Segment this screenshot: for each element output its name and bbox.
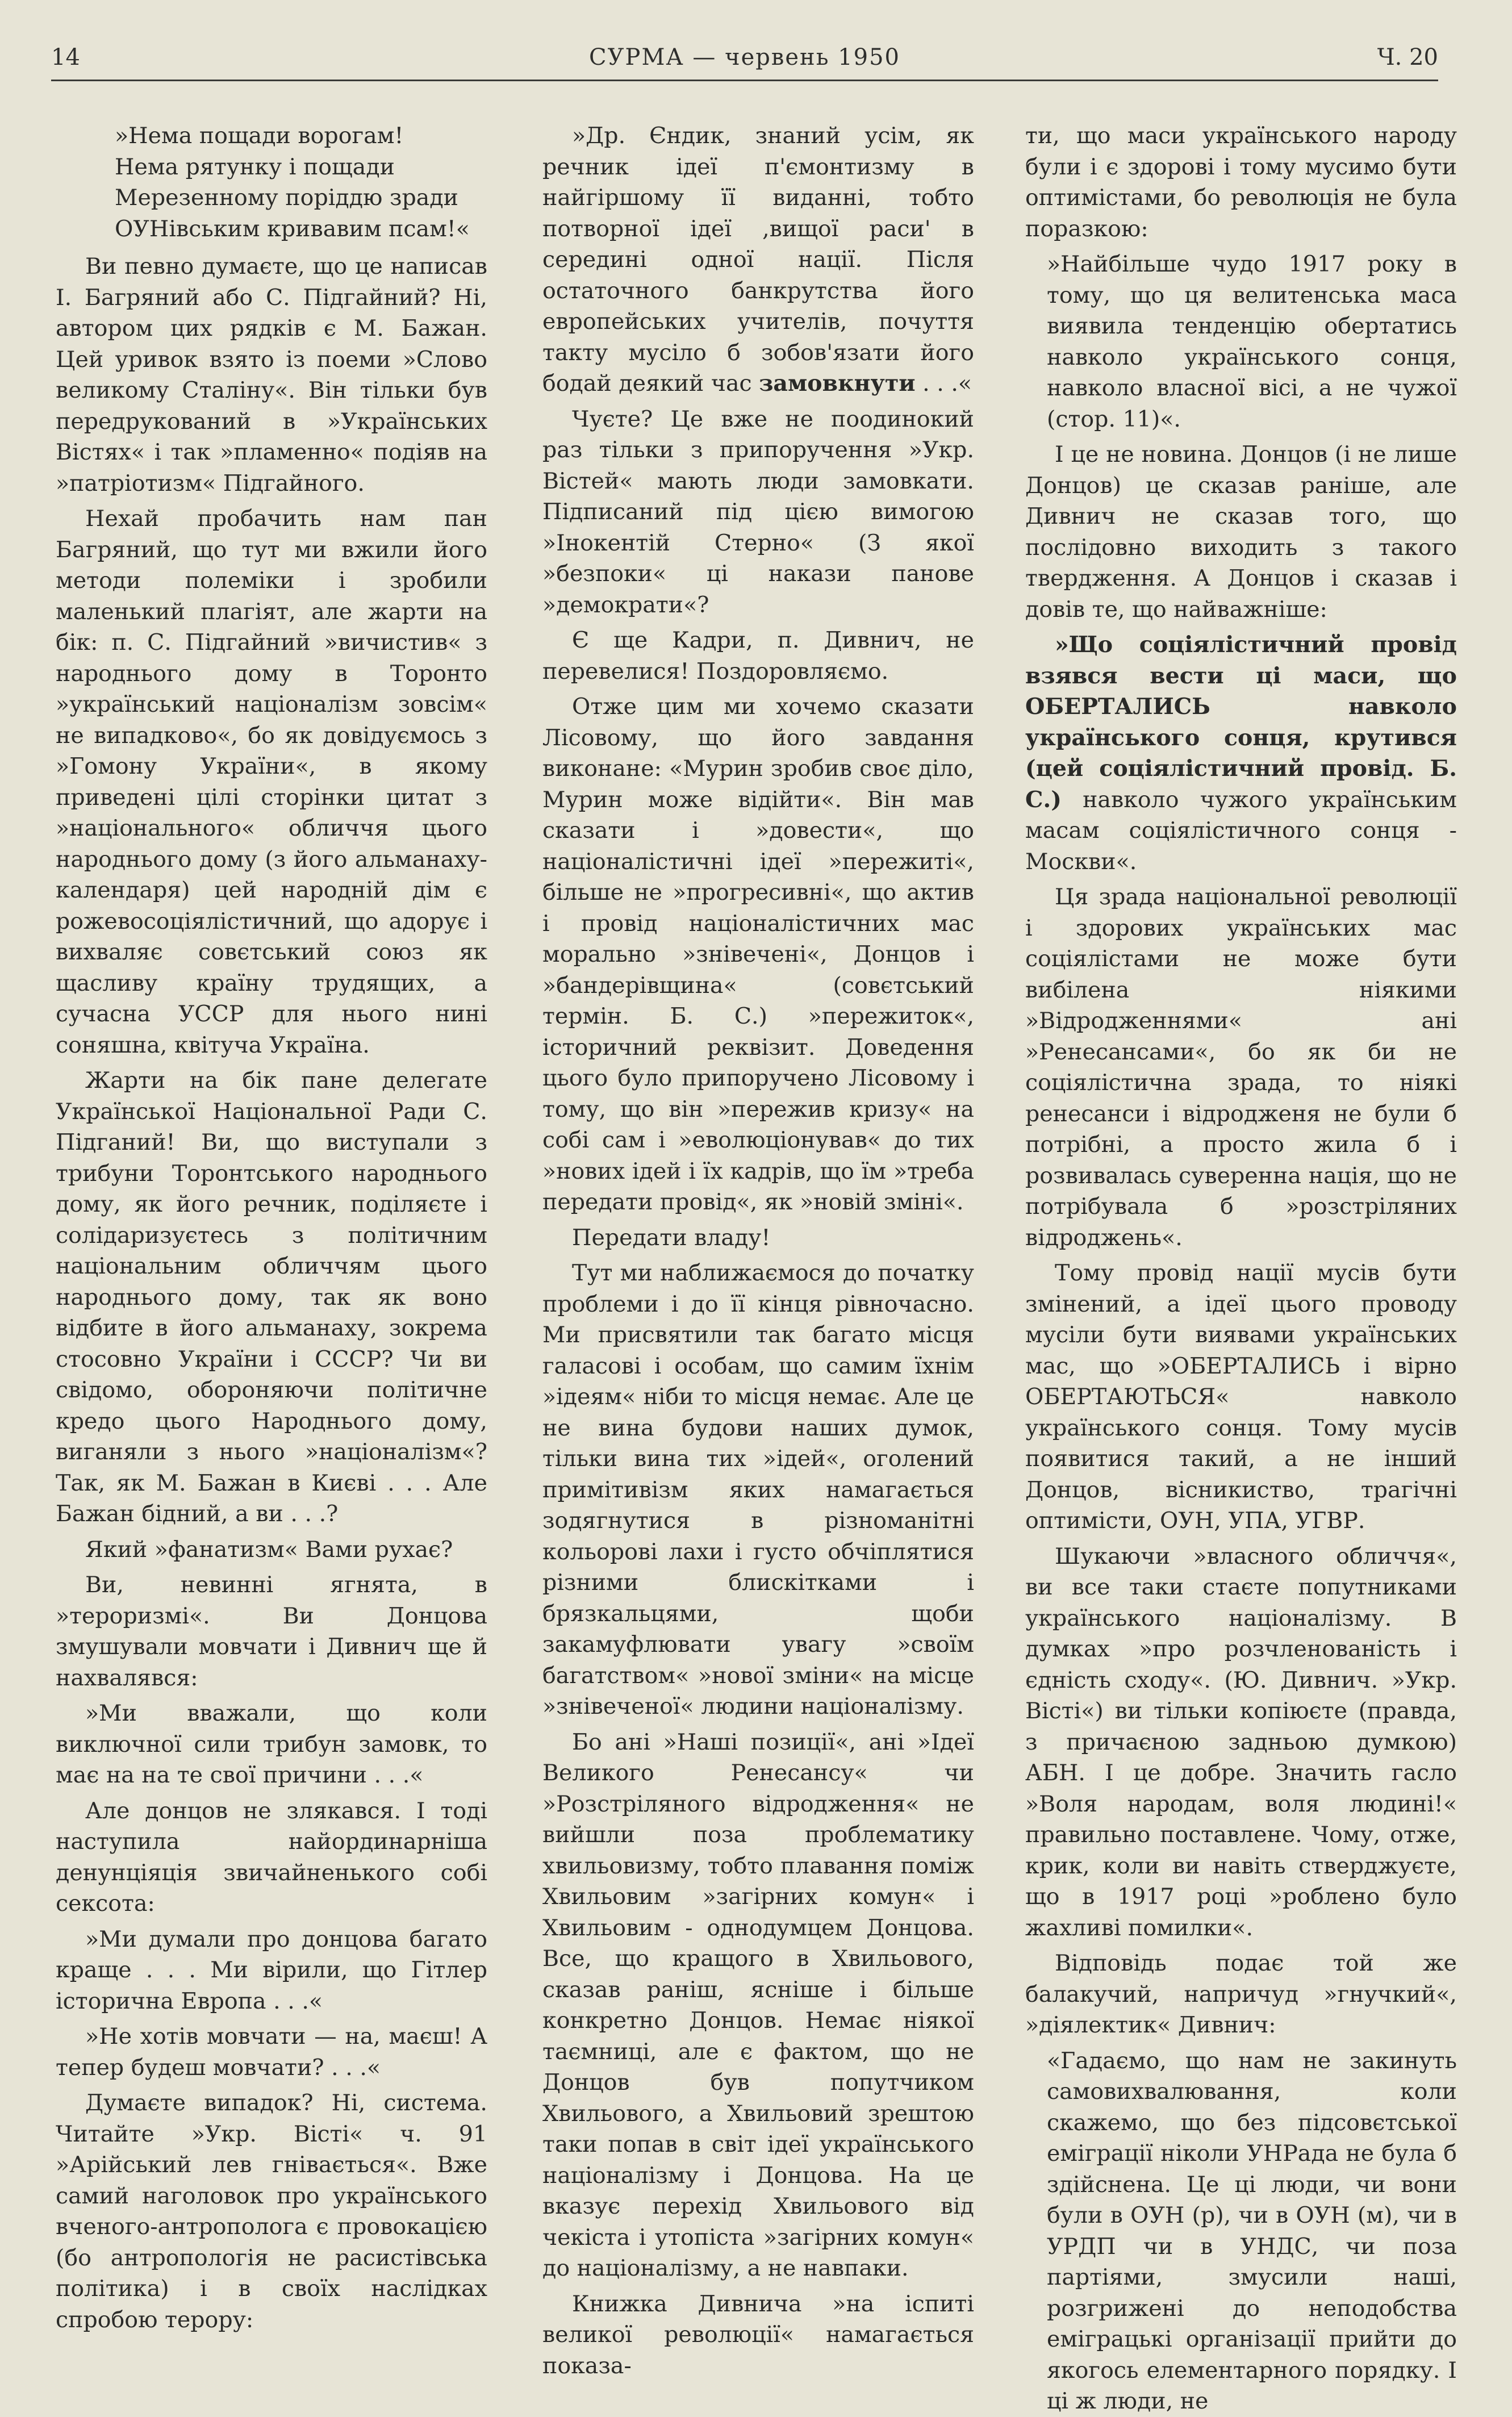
running-title: СУРМА — червень 1950 <box>589 44 900 70</box>
quote-rest: навколо чужого українським масам соціялістичного сонця - Москви«. <box>1025 786 1457 875</box>
header-rule <box>51 80 1438 81</box>
poem-line: Нема рятунку і пощади <box>115 153 395 180</box>
paragraph: Думаєте випадок? Ні, система. Читайте »Укр. Вісті« ч. 91 »Арійський лев гнівається«. Вже самий наголовок про українського вченого-антрополога є провокацією (бо антропологія не расистівська політика) і в своїх наслідках спробою терору: <box>56 2090 487 2333</box>
poem-line: ОУНівським кривавим псам!« <box>115 215 470 242</box>
paragraph: Тому провід нації мусів бути змінений, а ідеї цього проводу мусіли бути виявами українських мас, що »ОБЕРТАЛИСЬ і вірно ОБЕРТАЮТЬСЯ« навколо українського сонця. Тому мусів появитися такий, а не інший Донцов, вісникиство, трагічні оптимісти, ОУН, УПА, УГВР. <box>1025 1260 1457 1534</box>
paragraph: Жарти на бік пане делегате Української Національної Ради С. Підганий! Ви, що виступали з трибуни Торонтського народнього дому, як його речник, поділяєте і солідаризуєтесь з політичним національним обличчям цього народнього дому, так як воно відбите в його альманаху, зокрема стосовно України і СССР? Чи ви свідомо, обороняючи політичне кредо цього Народнього дому, виганяли з нього »націоналізм«? Так, як М. Бажан в Києві . . . Але Бажан бідний, а ви . . .? <box>56 1067 487 1527</box>
page-header <box>51 44 1438 78</box>
quote-ending: . . .« <box>915 370 972 396</box>
paragraph: Чуєте? Це вже не поодинокий раз тільки з припоручення »Укр. Вістей« мають люди замовкати. Підписаний під цією вимогою »Інокентій Стерно« (З якої »безпоки« ці накази панове »демократи«? <box>542 406 974 618</box>
poem-line: Мерезенному поріддю зради <box>115 185 458 211</box>
page-number: 14 <box>51 44 80 70</box>
paragraph: Бо ані »Наші позиції«, ані »Ідеї Великого Ренесансу« чи »Розстріляного відродження« не вийшли поза проблематику хвильовизму, тобто плавання поміж Хвильовим »загірних комун« і Хвильовим - однодумцем Донцова. Все, що кращого в Хвильового, сказав раніш, ясніше і більше конкретно Донцов. Немає ніякої таємниці, але є фактом, що не Донцов був попутчиком Хвильового, а Хвильовий зрештою таки попав в світ ідеї українського націоналізму і Донцова. На це вказує перехід Хвильового від чекіста і утопіста »загірних комун« до націоналізму, а не навпаки. <box>542 1729 974 2281</box>
paragraph: Ця зрада національної революції і здорових українських мас соціялістами не може бути вибілена ніякими »Відродженнями« ані »Ренесансами«, бо як би не соціялістична зрада, то ніякі ренесанси і відродженя не були б потрібні, а просто жила б і розвивалась суверенна нація, що не потрібувала б »розстріляних відроджень«. <box>1025 884 1457 1251</box>
poem-line: »Нема пощади ворогам! <box>115 123 404 149</box>
paragraph: Є ще Кадри, п. Дивнич, не перевелися! Поздоровляємо. <box>542 627 974 684</box>
quote-paragraph: »Ми вважали, що коли виключної сили трибун замовк, то має на на те свої причини . . .« <box>56 1700 487 1788</box>
paragraph: Отже цим ми хочемо сказати Лісовому, що його завдання виконане: «Мурин зробив своє діло, Мурин може відійти«. Він мав сказати і »довести«, що націоналістичні ідеї »пережиті«, більше не »прогресивні«, що актив і провід націоналістичних мас морально »знівечені«, Донцов і »бандерівщина« (совєтський термін. Б. С.) »пережиток«, історичний реквізит. Доведення цього було припоручено Лісовому і тому, що він »пережив кризу« на собі сам і »еволюціонував« до тих »нових ідей і їх кадрів, що їм »треба передати провід«, як »новій зміні«. <box>542 694 974 1215</box>
paragraph: Ви певно думаєте, що це написав І. Багряний або С. Підгайний? Ні, автором цих рядків є М. Бажан. Цей уривок взято із поеми »Слово великому Сталіну«. Він тільки був передрукований в »Українських Вістях« і так »пламенно« подіяв на »патріотизм« Підгайного. <box>56 253 487 496</box>
paragraph: Ви, невинні ягнята, в »тероризмі«. Ви Донцова змушували мовчати і Дивнич ще й нахвалявся: <box>56 1572 487 1691</box>
column-3 <box>1025 120 1457 2414</box>
quote-paragraph: »Не хотів мовчати — на, маєш! А тепер будеш мовчати? . . .« <box>56 2023 487 2081</box>
quote-paragraph <box>542 120 974 399</box>
emphasis-paragraph <box>1025 629 1457 877</box>
quote-paragraph: »Ми думали про донцова багато краще . . . Ми вірили, що Гітлер історична Европа . . .« <box>56 1926 487 2014</box>
paragraph: Відповідь подає той же балакучий, напричуд »гнучкий«, »діялектик« Дивнич: <box>1025 1950 1457 2038</box>
column-2 <box>542 120 974 2379</box>
paragraph: Тут ми наближаємося до початку проблеми і до її кінця рівночасно. Ми присвятили так багато місця галасові і особам, що самим їхнім »ідеям« ніби то місця немає. Але це не вина будови наших думок, тільки вина тих »ідей«, оголений примітивізм яких намагається зодягнутися в різноманітні кольорові лахи і густо обчіплятися різними блискітками і брязкальцями, щоби закамуфлювати увагу »своїм багатством« »нової зміни« на місце »знівеченої« людини націоналізму. <box>542 1260 974 1719</box>
column-1 <box>56 120 487 2333</box>
quote-paragraph: »Найбільше чудо 1917 року в тому, що ця велитенська маса виявила тенденцію обертатись навколо українського сонця, навколо власної вісі, а не чужої (стор. 11)«. <box>1047 251 1457 432</box>
paragraph: Нехай пробачить нам пан Багряний, що тут ми вжили його методи полеміки і зробили маленький плагіят, але жарти на бік: п. С. Підгайний »вичистив« з народнього дому в Торонто »український націоналізм зовсім« не випадково«, бо як довідуємось з »Гомону України«, в якому приведені цілі сторінки цитат з »національного« обличчя цього народнього дому (з його альманаху-календаря) цей народній дім є рожевосоціялістичний, що адорує і вихваляє совєтський союз як щасливу країну трудящих, а сучасна УССР для нього нині соняшна, квітуча Україна. <box>56 506 487 1058</box>
paragraph: Книжка Дивнича »на іспиті великої революції« намагається показа- <box>542 2290 974 2379</box>
quote-text: »Др. Єндик, знаний усім, як речник ідеї п'ємонтизму в найгіршому її виданні, тобто потворної ідеї ,вищої раси' в середині одної нації. Після остаточного банкрутства його европейських учителів, почуття такту мусіло б зобов'язати його бодай деякий час <box>542 123 974 396</box>
paragraph: ти, що маси українського народу були і є здорові і тому мусимо бути оптимістами, бо революція не була поразкою: <box>1025 123 1457 242</box>
paragraph: Який »фанатизм« Вами рухає? <box>85 1536 453 1563</box>
bold-quote: »Що соціялістичний провід взявся вести ці маси, що ОБЕРТАЛИСЬ навколо українського сонця, крутився (цей соціялістичний провід. Б. С.) <box>1025 632 1457 813</box>
quote-paragraph: «Гадаємо, що нам не закинуть самовихвалювання, коли скажемо, що без підсовєтської еміграції ніколи УНРада не була б здійснена. Це ці люди, чи вони були в ОУН (р), чи в ОУН (м), чи в УРДП чи в УНДС, чи поза партіями, змусили наші, розгрижені до неподобства еміграцькі організації прийти до якогось елементарного порядку. І ці ж люди, не <box>1047 2047 1457 2414</box>
issue-number: Ч. 20 <box>1377 44 1438 70</box>
paragraph: Передати владу! <box>572 1224 771 1251</box>
paragraph: Але донцов не злякався. І тоді наступила найординарніша денунціяція звичайненького собі сексота: <box>56 1797 487 1917</box>
paragraph: Шукаючи »власного обличчя«, ви все таки стаєте попутниками українського націоналізму. В думках »про розчленованість і єдність сходу«. (Ю. Дивнич. »Укр. Вісті«) ви тільки копіюєте (правда, з причаєною задньою думкою) АБН. І це добре. Значить гасло »Воля народам, воля людині!« правильно поставлене. Чому, отже, крик, коли ви навіть стверджуєте, що в 1917 році »роблено було жахливі помилки«. <box>1025 1543 1457 1941</box>
bold-phrase: замовкнути <box>759 370 916 396</box>
paragraph: І це не новина. Донцов (і не лише Донцов) це сказав раніше, але Дивнич не сказав того, що послідовно виходить з такого твердження. А Донцов і сказав і довів те, що найважніше: <box>1025 441 1457 623</box>
